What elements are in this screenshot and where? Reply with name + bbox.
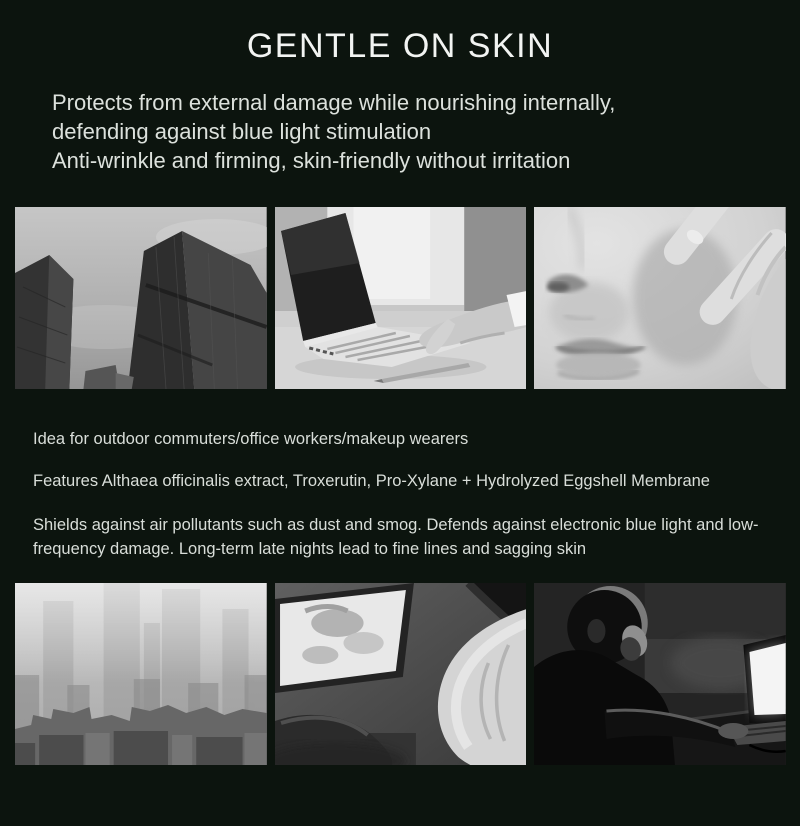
late-night-laptop-illustration	[534, 583, 786, 765]
intro-line-1: Protects from external damage while nourishing internally,	[52, 90, 616, 115]
laptop-typing-illustration	[275, 207, 527, 389]
page-title: GENTLE ON SKIN	[246, 27, 554, 65]
details-text	[33, 428, 788, 561]
smog-city-photo	[15, 583, 267, 765]
intro-text	[52, 88, 780, 175]
intro-line-2: defending against blue light stimulation	[52, 119, 432, 144]
face-closeup-photo	[534, 207, 786, 389]
audience-text: Idea for outdoor commuters/office workers/makeup wearers	[33, 430, 469, 448]
ingredients-text: Features Althaea officinalis extract, Troxerutin, Pro-Xylane + Hydrolyzed Eggshell Membrane	[33, 472, 710, 490]
tablet-viewing-illustration	[275, 583, 527, 765]
city-skyscrapers-illustration	[15, 207, 267, 389]
photo-row-bottom	[15, 583, 786, 765]
marketing-panel	[0, 26, 800, 826]
smog-city-illustration	[15, 583, 267, 765]
photo-row-top	[15, 207, 786, 389]
protection-text: Shields against air pollutants such as dust and smog. Defends against electronic blue light and low-frequency damage. Long-term late nights lead to fine lines and sagging skin	[33, 516, 759, 558]
tablet-viewing-photo	[275, 583, 527, 765]
city-skyscrapers-photo	[15, 207, 267, 389]
face-closeup-illustration	[534, 207, 786, 389]
late-night-laptop-photo	[534, 583, 786, 765]
laptop-typing-photo	[275, 207, 527, 389]
intro-line-3: Anti-wrinkle and firming, skin-friendly without irritation	[52, 148, 571, 173]
